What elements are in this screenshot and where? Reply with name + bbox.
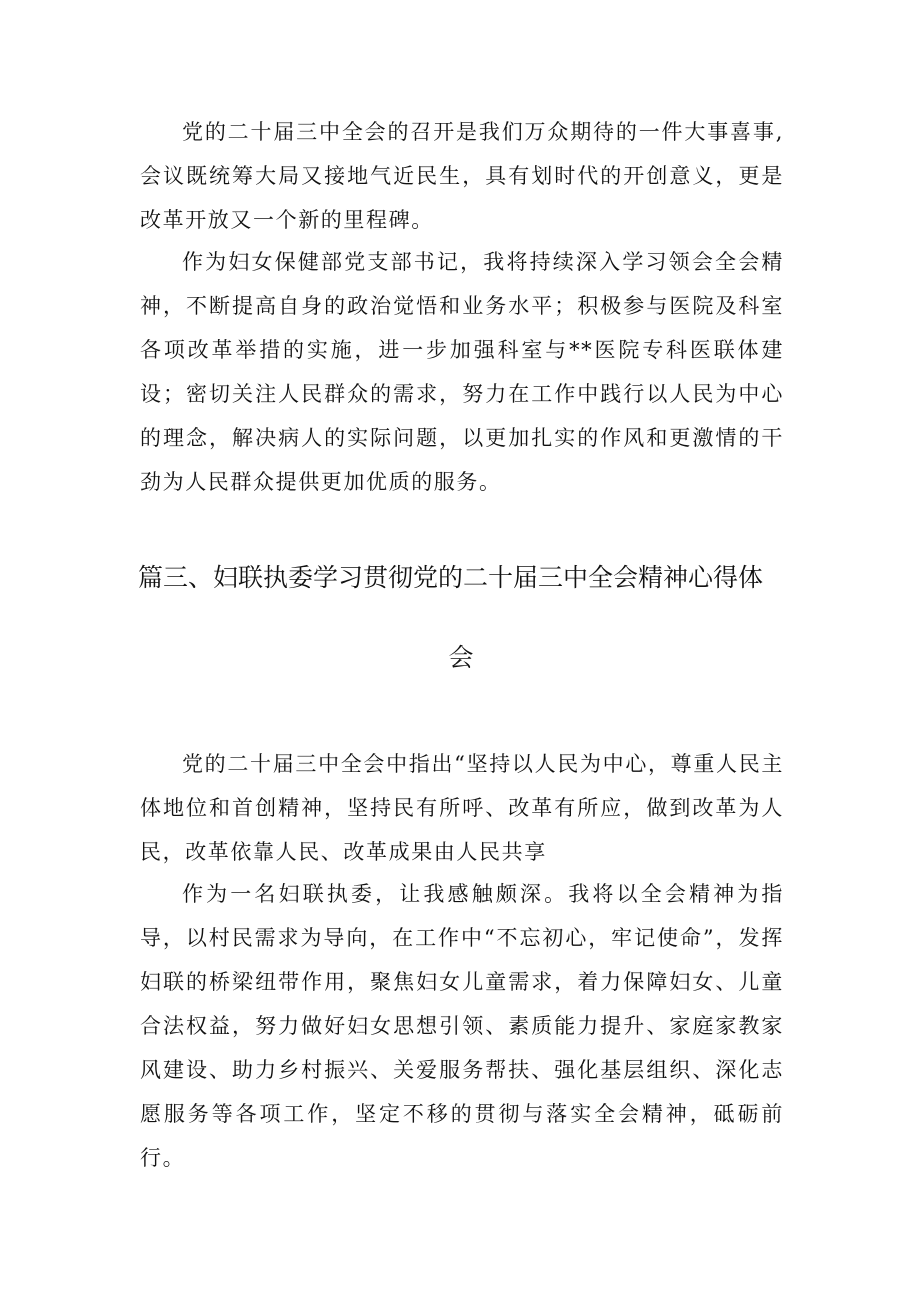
section-heading-line2: 会	[448, 643, 474, 672]
body-paragraph: 作为一名妇联执委，让我感触颇深。我将以全会精神为指导，以村民需求为导向，在工作中“不忘初心，牢记使命”，发挥妇联的桥梁纽带作用，聚焦妇女儿童需求，着力保障妇女、儿童合法权益，努力做好妇女思想引领、素质能力提升、家庭家教家风建设、助力乡村振兴、关爱服务帮扶、强化基层组织、深化志愿服务等各项工作，坚定不移的贯彻与落实全会精神，砥砺前行。	[140, 882, 784, 1170]
body-paragraph: 作为妇女保健部党支部书记，我将持续深入学习领会全会精神，不断提高自身的政治觉悟和业务水平；积极参与医院及科室各项改革举措的实施，进一步加强科室与**医院专科医联体建设；密切关注人民群众的需求，努力在工作中践行以人民为中心的理念，解决病人的实际问题，以更加扎实的作风和更激情的干劲为人民群众提供更加优质的服务。	[140, 250, 784, 494]
body-paragraph: 党的二十届三中全会中指出“坚持以人民为中心，尊重人民主体地位和首创精神，坚持民有所呼、改革有所应，做到改革为人民，改革依靠人民、改革成果由人民共享	[140, 752, 784, 864]
body-paragraph: 党的二十届三中全会的召开是我们万众期待的一件大事喜事,会议既统筹大局又接地气近民生，具有划时代的开创意义，更是改革开放又一个新的里程碑。	[140, 120, 784, 232]
section-heading-line1: 篇三、妇联执委学习贯彻党的二十届三中全会精神心得体	[138, 563, 764, 592]
section-heading	[138, 538, 784, 698]
